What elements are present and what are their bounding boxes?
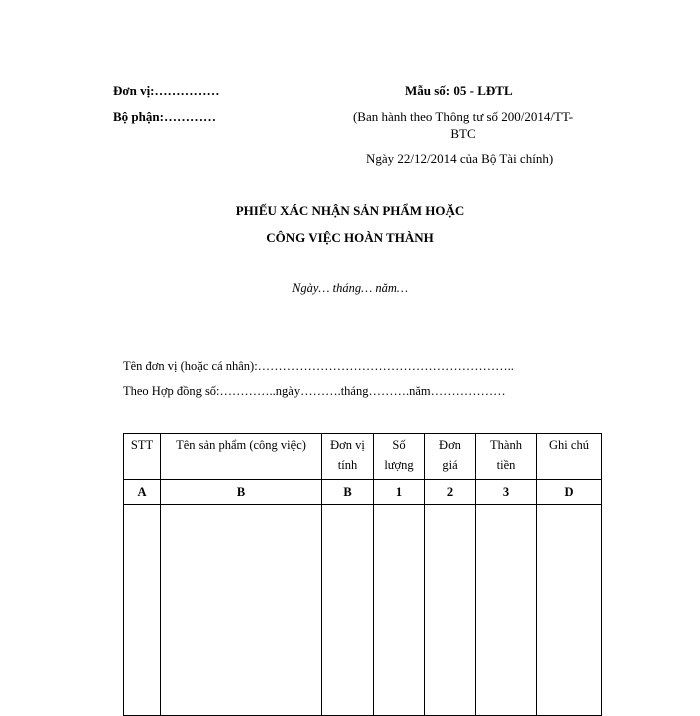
code-cell: A <box>124 480 161 505</box>
header-quantity: Số lượng <box>374 434 425 480</box>
table-cell <box>124 505 161 716</box>
form-code: Mẫu số: 05 - LĐTL <box>405 83 513 98</box>
contract-field: Theo Hợp đồng số:…………..ngày……….tháng……….năm……………… <box>123 384 506 398</box>
table-code-row <box>124 480 602 505</box>
unit-label: Đơn vị:…………… <box>113 83 220 98</box>
header-notes: Ghi chú <box>537 434 602 480</box>
table-cell <box>537 505 602 716</box>
header-stt: STT <box>124 434 161 480</box>
department-label: Bộ phận:………… <box>113 109 216 124</box>
form-title-line1: PHIẾU XÁC NHẬN SẢN PHẨM HOẶC <box>235 203 465 218</box>
table-cell <box>374 505 425 716</box>
issued-by-line1: (Ban hành theo Thông tư số 200/2014/TT- <box>352 109 574 124</box>
issued-by-line3: Ngày 22/12/2014 của Bộ Tài chính) <box>366 151 554 166</box>
form-title-line2: CÔNG VIỆC HOÀN THÀNH <box>266 230 434 245</box>
date-line: Ngày… tháng… năm… <box>292 281 408 295</box>
header-unit: Đơn vị tính <box>322 434 374 480</box>
table-header-row <box>124 434 602 480</box>
code-cell: D <box>537 480 602 505</box>
header-unit-price: Đơn giá <box>425 434 476 480</box>
table-cell <box>161 505 322 716</box>
code-cell: 2 <box>425 480 476 505</box>
code-cell: B <box>322 480 374 505</box>
issued-by-line2: BTC <box>450 126 476 141</box>
code-cell: 1 <box>374 480 425 505</box>
unit-name-field: Tên đơn vị (hoặc cá nhân):…………………………………………………….. <box>123 359 514 373</box>
table-row <box>124 505 602 716</box>
code-cell: B <box>161 480 322 505</box>
table-cell <box>425 505 476 716</box>
header-amount: Thành tiền <box>476 434 537 480</box>
product-table <box>123 433 602 716</box>
header-product-name: Tên sản phẩm (công việc) <box>161 434 322 480</box>
code-cell: 3 <box>476 480 537 505</box>
table-cell <box>322 505 374 716</box>
table-cell <box>476 505 537 716</box>
